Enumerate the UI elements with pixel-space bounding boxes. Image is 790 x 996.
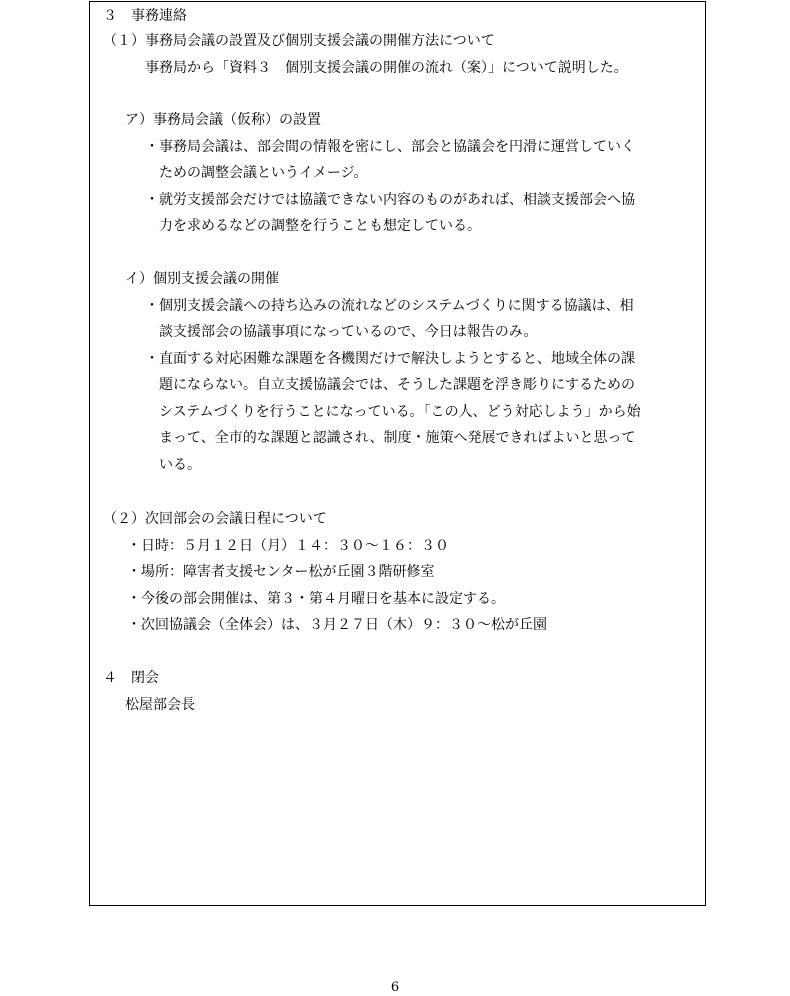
meeting-schedule: ・今後の部会開催は、第３・第４月曜日を基本に設定する。 [127,591,505,607]
item-1-heading: （１）事務局会議の設置及び個別支援会議の開催方法について [103,33,495,49]
section-3-heading: ３ 事務連絡 [103,8,187,24]
sub-a-heading: ア）事務局会議（仮称）の設置 [125,112,321,128]
page-number: 6 [390,980,400,995]
sub-i-bullet-2-line-5: いる。 [159,457,201,473]
document-frame [89,1,706,906]
closing-speaker: 松屋部会長 [125,697,195,713]
sub-a-bullet-1-line-1: ・事務局会議は、部会間の情報を密にし、部会と協議会を円滑に運営していく [145,139,635,155]
meeting-place: ・場所：障害者支援センター松が丘園３階研修室 [127,564,435,580]
sub-i-bullet-2-line-3: システムづくりを行うことになっている。「この人、どう対応しよう」から始 [159,404,641,420]
sub-i-bullet-1-line-2: 談支援部会の協議事項になっているので、今日は報告のみ。 [159,324,538,340]
sub-i-bullet-2-line-2: 題にならない。自立支援協議会では、そうした課題を浮き彫りにするための [159,377,635,393]
meeting-date: ・日時：５月１２日（月）１４：３０〜１６：３０ [127,538,449,554]
sub-i-bullet-2-line-4: まって、全市的な課題と認識され、制度・施策へ発展できればよいと思って [159,430,636,446]
sub-a-bullet-1-line-2: ための調整会議というイメージ。 [159,165,368,181]
sub-a-bullet-2-line-2: 力を求めるなどの調整を行うことも想定している。 [159,218,481,234]
section-4-heading: ４ 閉会 [103,670,159,686]
sub-i-bullet-2-line-1: ・直面する対応困難な課題を各機関だけで解決しようとすると、地域全体の課 [145,351,635,367]
sub-a-bullet-2-line-1: ・就労支援部会だけでは協議できない内容のものがあれば、相談支援部会へ協 [145,192,635,208]
item-1-intro: 事務局から「資料３ 個別支援会議の開催の流れ（案）」について説明した。 [145,60,628,76]
sub-i-heading: イ）個別支援会議の開催 [125,271,279,287]
item-2-heading: （２）次回部会の会議日程について [103,511,327,527]
sub-i-bullet-1-line-1: ・個別支援会議への持ち込みの流れなどのシステムづくりに関する協議は、相 [145,298,634,314]
next-council: ・次回協議会（全体会）は、３月２７日（木）９：３０〜松が丘園 [127,617,547,633]
